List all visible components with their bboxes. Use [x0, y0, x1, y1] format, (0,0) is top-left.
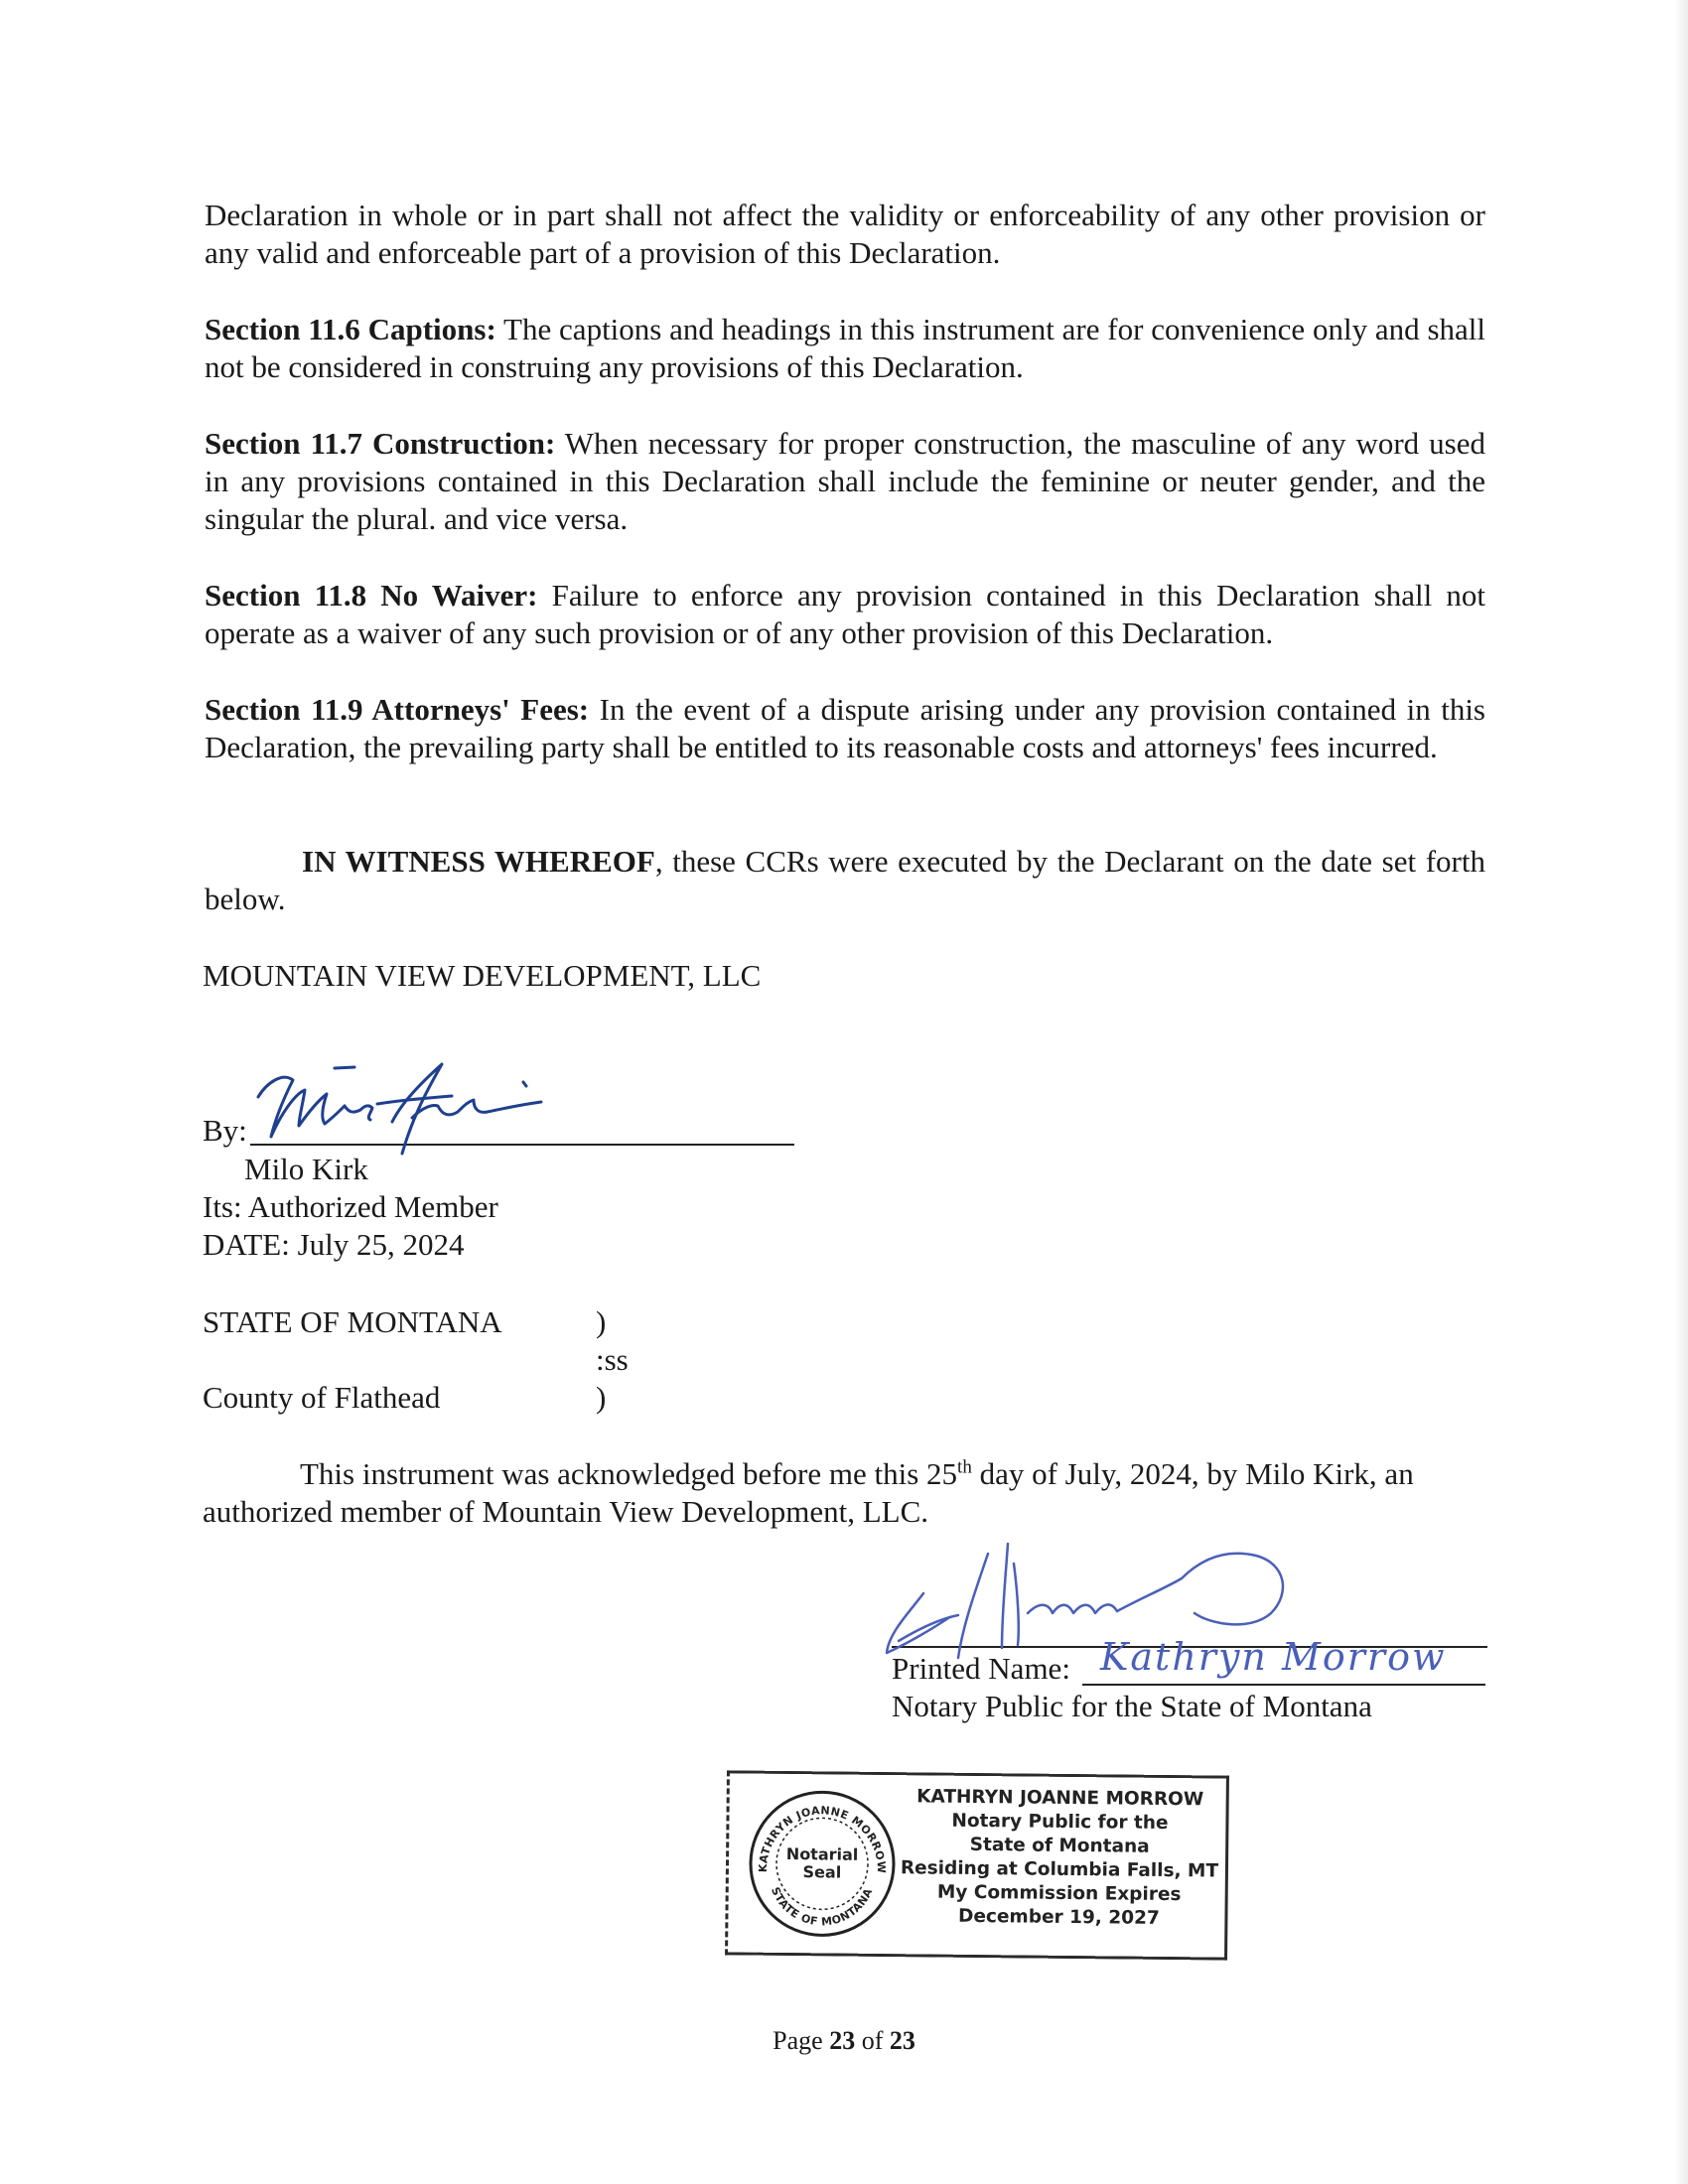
notary-title: Notary Public for the State of Montana: [892, 1689, 1372, 1723]
section-heading: Section 11.7 Construction:: [205, 426, 556, 461]
section-11-9: [205, 691, 1485, 766]
paragraph-continuation: [205, 197, 1485, 272]
stamp-text-block: [897, 1785, 1221, 1931]
seal-bottom-text: STATE OF MONTANA: [768, 1885, 876, 1929]
acknowledgment-text-end: day of July, 2024, by Milo Kirk, an authorized member of Mountain View Development, LLC.: [203, 1456, 1414, 1529]
section-heading: Section 11.9 Attorneys' Fees:: [205, 692, 590, 727]
section-11-7: [205, 425, 1485, 538]
notarial-seal: [746, 1788, 899, 1941]
ordinal-suffix: th: [957, 1456, 972, 1478]
page-of: of: [855, 2026, 890, 2055]
notary-stamp: [725, 1770, 1229, 1960]
svg-text:STATE OF MONTANA: [769, 1885, 876, 1929]
signer-name: Milo Kirk: [244, 1152, 368, 1186]
section-text: In the event of a dispute arising under any provision contained in this Declaration, the prevailing party shall be entitled to its reasonable costs and attorneys' fees incurred.: [205, 692, 1485, 764]
section-heading: Section 11.6 Captions:: [205, 312, 496, 346]
section-text: When necessary for proper construction, the masculine of any word used in any provisions contained in this Declaration shall include the feminine or neuter gender, and the singular the plural. and vice versa.: [205, 426, 1485, 536]
company-name: MOUNTAIN VIEW DEVELOPMENT, LLC: [203, 958, 762, 993]
page-edge-shadow: [1674, 0, 1688, 2184]
section-text: Failure to enforce any provision contained in this Declaration shall not operate as a waiver of any such provision or of any other provision of this Declaration.: [205, 578, 1486, 650]
section-heading: Section 11.8 No Waiver:: [205, 578, 538, 613]
stamp-line: KATHRYN JOANNE MORROW: [916, 1786, 1204, 1811]
venue-paren-close: ): [596, 1380, 607, 1415]
milo-kirk-signature: [253, 1042, 571, 1161]
seal-center-line-2: Seal: [802, 1862, 842, 1882]
seal-center-line-1: Notarial: [785, 1843, 859, 1864]
by-label: By:: [203, 1113, 247, 1148]
witness-heading: IN WITNESS WHEREOF: [302, 844, 655, 879]
acknowledgment-paragraph: [203, 1455, 1493, 1531]
section-text: The captions and headings in this instrument are for convenience only and shall not be considered in construing any provisions of this Declaration.: [205, 312, 1486, 384]
venue-ss: :ss: [596, 1342, 629, 1377]
signer-title: Its: Authorized Member: [203, 1189, 498, 1224]
venue-paren-open: ): [596, 1304, 607, 1339]
seal-top-text: KATHRYN JOANNE MORROW: [756, 1804, 889, 1874]
stamp-line: Notary Public for the: [951, 1810, 1169, 1835]
witness-clause: [205, 843, 1485, 918]
venue-state: STATE OF MONTANA: [203, 1304, 502, 1339]
stamp-line: State of Montana: [969, 1834, 1150, 1857]
page-footer: [0, 2025, 1688, 2057]
acknowledgment-text-start: This instrument was acknowledged before me this 25: [300, 1456, 958, 1491]
witness-text: , these CCRs were executed by the Declarant on the date set forth below.: [205, 844, 1485, 916]
venue-county: County of Flathead: [203, 1380, 441, 1415]
notary-printed-name: Kathryn Morrow: [1100, 1635, 1447, 1679]
printed-name-label: Printed Name:: [892, 1651, 1070, 1686]
section-11-6: [205, 311, 1485, 386]
stamp-line: Residing at Columbia Falls, MT: [900, 1857, 1219, 1882]
page-prefix: Page: [773, 2026, 830, 2055]
signature-date: DATE: July 25, 2024: [203, 1227, 465, 1262]
section-11-8: [205, 577, 1485, 652]
page-total: 23: [889, 2026, 915, 2055]
printed-name-line: [1082, 1684, 1485, 1686]
stamp-line: December 19, 2027: [957, 1905, 1160, 1929]
stamp-line: My Commission Expires: [936, 1881, 1182, 1906]
paragraph-text: Declaration in whole or in part shall not affect the validity or enforceability of any other provision or any valid and enforceable part of a provision of this Declaration.: [205, 198, 1485, 270]
page-current: 23: [829, 2026, 856, 2055]
